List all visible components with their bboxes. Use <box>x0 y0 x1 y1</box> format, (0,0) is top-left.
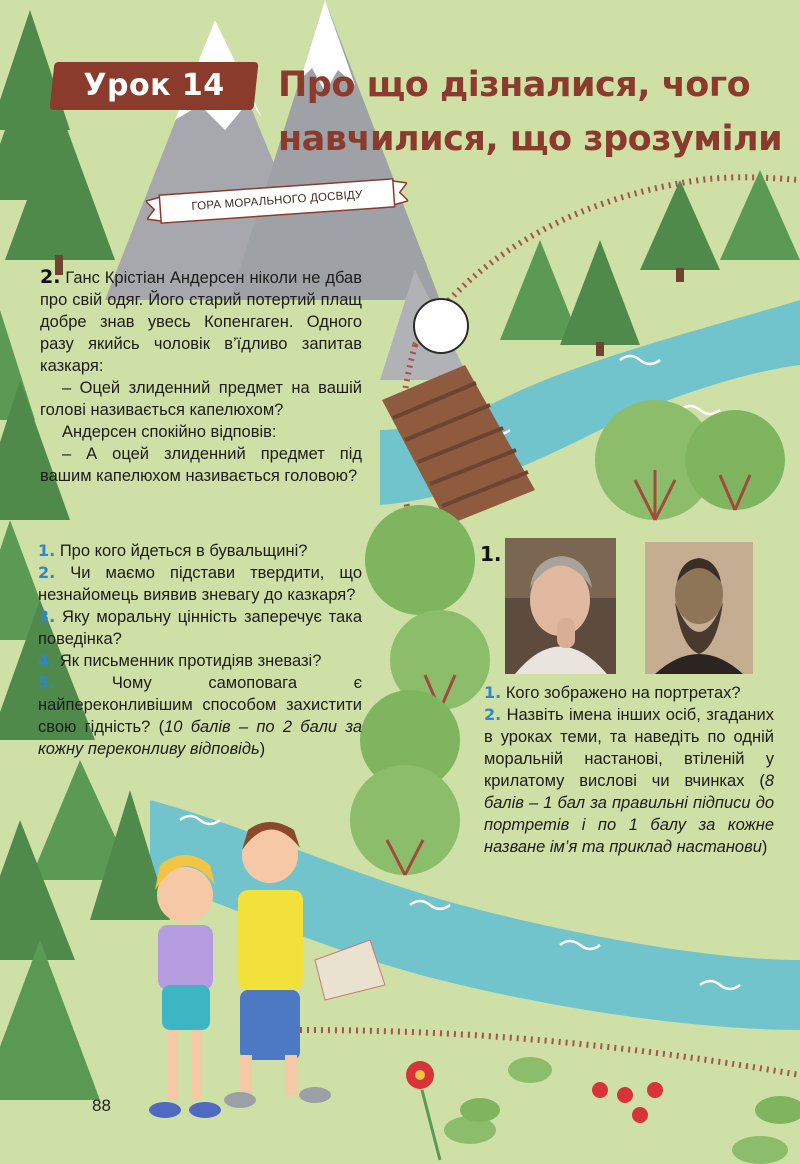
task-1-questions <box>484 682 774 858</box>
question-item: 2. Чи маємо підстави твердити, що незнайомець виявив зневагу до казкаря? <box>38 563 362 604</box>
score-note: 10 балів – по 2 бали за кожну переконливу відповідь <box>38 718 362 758</box>
story-paragraph: – А оцей злиденний предмет під вашим капелюхом називається головою? <box>40 445 362 485</box>
lesson-title: Про що дізналися, чого навчилися, що зрозуміли <box>278 65 783 159</box>
story-paragraph: 2. Ганс Крістіан Андерсен ніколи не дбав про свій одяг. Його старий потертий плащ добре знав увесь Копенгаген. Одного разу якийсь чоловік в’їдливо запитав казкаря: <box>40 266 362 375</box>
portrait-photo-woman <box>505 538 616 674</box>
story-paragraph: Андерсен спокійно відповів: <box>62 423 277 441</box>
question-item: 5. Чому самоповага є найпереконливішим способом захистити свою гідність? (10 балів – по 2 бали за кожну переконливу відповідь) <box>38 673 362 758</box>
story-paragraph: – Оцей злиденний предмет на вашій голові називається капелюхом? <box>40 379 362 419</box>
question-item: 1. Про кого йдеться в бувальщині? <box>38 541 308 560</box>
question-item: 3. Яку моральну цінність заперечує така поведінка? <box>38 607 362 648</box>
ribbon-text: ГОРА МОРАЛЬНОГО ДОСВІДУ <box>191 189 363 213</box>
lesson-number-badge <box>49 62 258 110</box>
lesson-number-label: Урок 14 <box>83 68 225 103</box>
score-note: 8 балів – 1 бал за правильні підписи до портретів і по 1 балу за кожне назване ім’я та приклад настанови <box>484 772 774 856</box>
task-2-questions <box>38 540 362 760</box>
portrait-photo-man <box>645 542 753 674</box>
task-2-number: 2. <box>40 266 61 288</box>
question-item: 4. Як письменник протидіяв зневазі? <box>38 651 322 670</box>
page-number: 88 <box>92 1096 111 1115</box>
task-2-story <box>40 266 362 487</box>
question-item: 2. Назвіть імена інших осіб, згаданих в уроках теми, та наведіть по одній моральній настанові, втіленій у крилатому вислові чи вчинках (8 балів – 1 бал за правильні підписи до портретів і по 1 балу за кожне назване ім’я та приклад настанови) <box>484 705 774 856</box>
marker-circle <box>414 299 468 353</box>
task-1-number: 1. <box>480 542 502 566</box>
question-item: 1. Кого зображено на портретах? <box>484 683 741 702</box>
